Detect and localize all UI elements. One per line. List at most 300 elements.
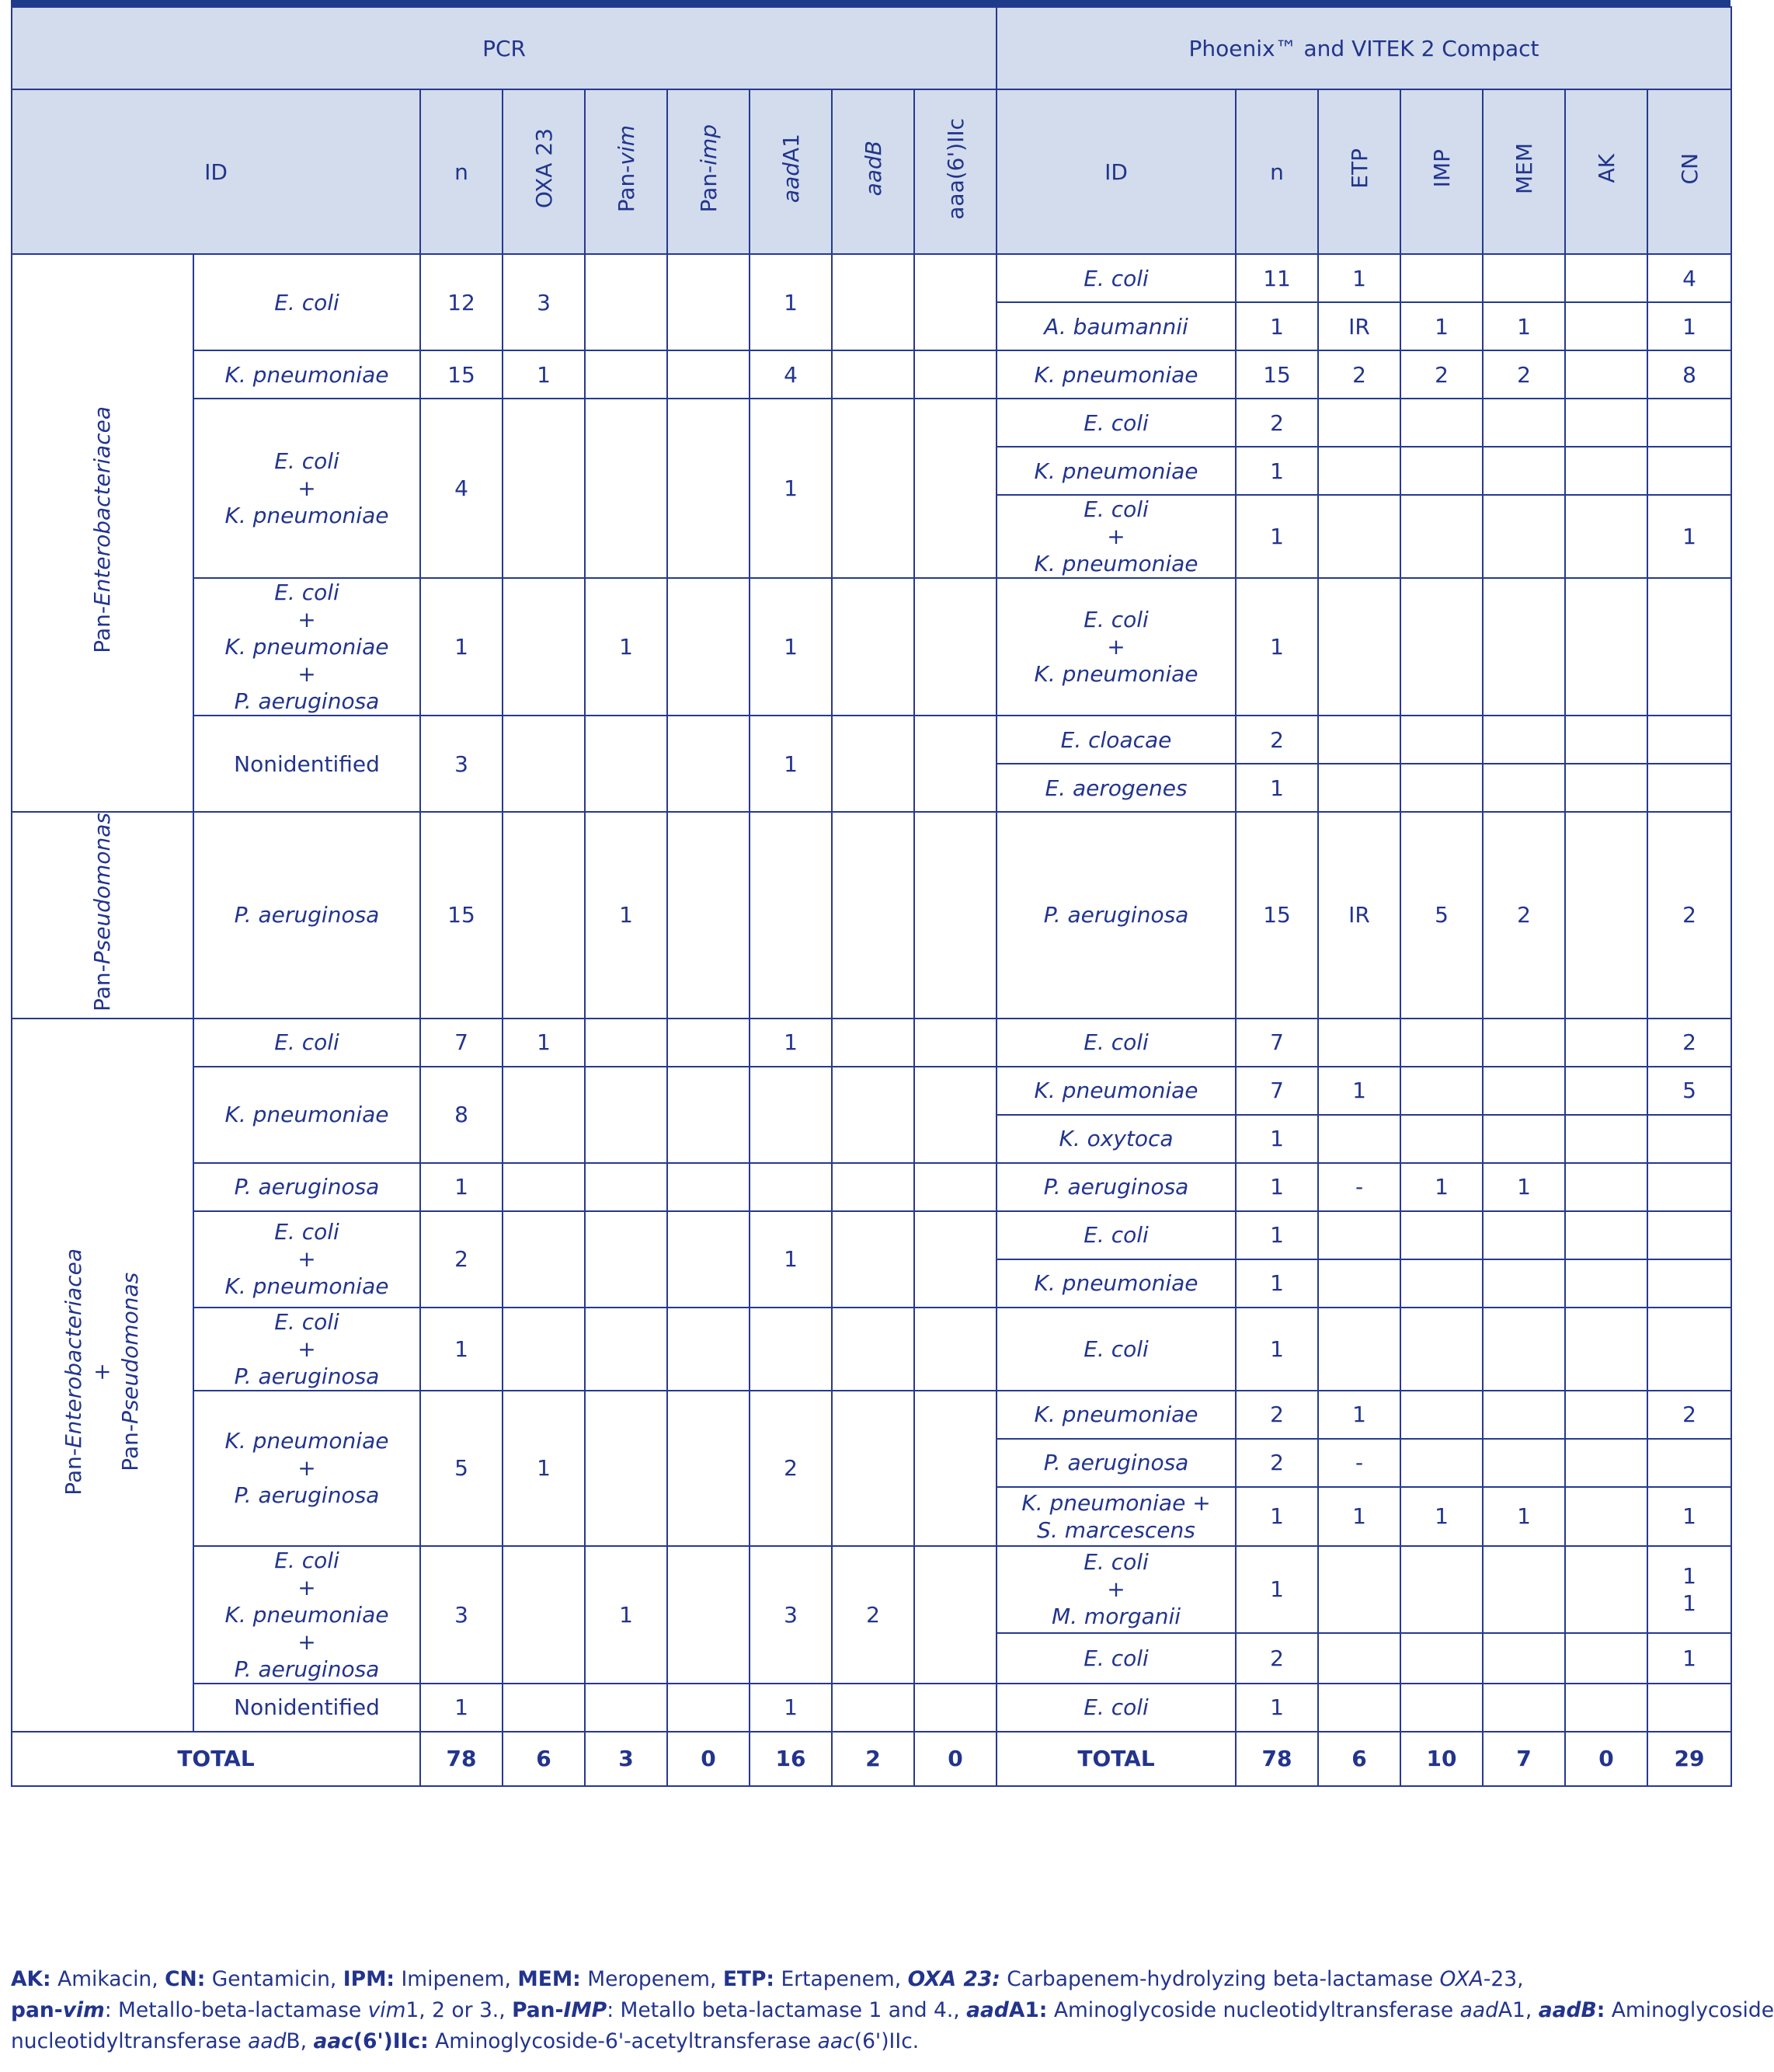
pheno-id-cell bbox=[997, 1115, 1236, 1163]
pheno-mem-cell bbox=[1483, 1308, 1565, 1391]
col-imp: IMP bbox=[1400, 89, 1483, 254]
footnote-gene: aac bbox=[817, 2029, 854, 2053]
pcr-aada1-cell: 1 bbox=[750, 1019, 832, 1067]
pcr-n-cell: 5 bbox=[420, 1391, 503, 1546]
pheno-id-cell bbox=[997, 1067, 1236, 1115]
pcr-pan-vim-cell bbox=[585, 254, 667, 350]
total-mem: 7 bbox=[1483, 1732, 1565, 1786]
pheno-cn-cell bbox=[1647, 1439, 1731, 1487]
pcr-pan-imp-cell bbox=[667, 1546, 750, 1684]
pheno-ak-cell bbox=[1565, 447, 1647, 495]
total-pan-vim: 3 bbox=[585, 1732, 667, 1786]
organism-name: K. pneumoniae bbox=[1034, 1078, 1198, 1104]
organism-name: K. oxytoca bbox=[1059, 1126, 1174, 1152]
pcr-pan-vim-cell: 1 bbox=[585, 1546, 667, 1684]
pheno-id-cell bbox=[997, 764, 1236, 812]
pheno-etp-cell bbox=[1318, 1259, 1400, 1308]
pheno-etp-cell bbox=[1318, 1684, 1400, 1732]
total-oxa23: 6 bbox=[503, 1732, 585, 1786]
pheno-ak-cell bbox=[1565, 1391, 1647, 1439]
organism-name: K. pneumoniae bbox=[224, 1102, 389, 1128]
pcr-aada1-cell: 1 bbox=[750, 578, 832, 716]
total-row bbox=[12, 1732, 1731, 1786]
pheno-mem-cell bbox=[1483, 1391, 1565, 1439]
footnote-text: (6')IIc. bbox=[854, 2029, 920, 2053]
pcr-aada1-cell: 1 bbox=[750, 254, 832, 350]
pheno-cn-cell: 5 bbox=[1647, 1067, 1731, 1115]
footnote-text: Ertapenem, bbox=[774, 1967, 908, 1991]
pheno-etp-cell: 1 bbox=[1318, 1067, 1400, 1115]
organism-name: E. coli bbox=[1084, 1029, 1149, 1056]
organism-name: K. pneumoniae bbox=[224, 1428, 389, 1454]
pheno-n-cell: 1 bbox=[1236, 1487, 1318, 1546]
pcr-pan-imp-cell bbox=[667, 1308, 750, 1391]
pheno-mem-cell bbox=[1483, 1546, 1565, 1633]
organism-name: M. morganii bbox=[1051, 1604, 1181, 1630]
pheno-ak-cell bbox=[1565, 764, 1647, 812]
pheno-mem-cell bbox=[1483, 254, 1565, 302]
group-enterobacteriacea-plus-pseudomonas bbox=[12, 1019, 193, 1732]
footnote-text: -23, bbox=[1483, 1967, 1524, 1991]
pcr-pan-vim-cell bbox=[585, 1019, 667, 1067]
pcr-aada1-cell: 2 bbox=[750, 1391, 832, 1546]
pcr-aaa6iic-cell bbox=[914, 1019, 997, 1067]
col-n: n bbox=[420, 89, 503, 254]
pheno-imp-cell bbox=[1400, 447, 1483, 495]
pcr-aada1-cell bbox=[750, 1163, 832, 1211]
table-row bbox=[12, 1067, 1731, 1115]
table-row bbox=[12, 578, 1731, 716]
organism-name: E. coli bbox=[274, 1308, 339, 1335]
pcr-pan-imp-cell bbox=[667, 1067, 750, 1163]
col-id-pheno: ID bbox=[997, 89, 1236, 254]
plus-sign: + bbox=[297, 1628, 316, 1655]
organism-name: P. aeruginosa bbox=[234, 1174, 380, 1200]
total-aadb: 2 bbox=[832, 1732, 914, 1786]
pheno-cn-cell bbox=[1647, 1308, 1731, 1391]
table-row bbox=[12, 350, 1731, 399]
pcr-n-cell: 1 bbox=[420, 1163, 503, 1211]
pheno-mem-cell bbox=[1483, 764, 1565, 812]
pheno-n-cell: 2 bbox=[1236, 399, 1318, 447]
pheno-cn-cell: 4 bbox=[1647, 254, 1731, 302]
pheno-mem-cell: 1 bbox=[1483, 1163, 1565, 1211]
total-n-pheno: 78 bbox=[1236, 1732, 1318, 1786]
footnote-term: (6')IIc: bbox=[353, 2029, 429, 2053]
pcr-pan-vim-cell bbox=[585, 1684, 667, 1732]
total-imp: 10 bbox=[1400, 1732, 1483, 1786]
pcr-pan-vim-cell: 1 bbox=[585, 812, 667, 1019]
organism-name: P. aeruginosa bbox=[1043, 902, 1189, 928]
pcr-pan-vim-cell bbox=[585, 1163, 667, 1211]
organism-name: E. coli bbox=[1084, 496, 1149, 522]
footnote-text: A1, bbox=[1497, 1998, 1539, 2022]
footnote-text: Aminoglycoside bbox=[1605, 1998, 1774, 2022]
pcr-aada1-cell: 3 bbox=[750, 1546, 832, 1684]
pheno-ak-cell bbox=[1565, 578, 1647, 716]
pheno-id-cell bbox=[997, 812, 1236, 1019]
pcr-oxa23-cell bbox=[503, 716, 585, 812]
pheno-mem-cell bbox=[1483, 716, 1565, 764]
pheno-n-cell: 2 bbox=[1236, 1391, 1318, 1439]
pcr-n-cell: 1 bbox=[420, 1308, 503, 1391]
footnote-term: OXA 23: bbox=[907, 1967, 1000, 1991]
col-aada1: aadA1 bbox=[750, 89, 832, 254]
pcr-pan-vim-cell bbox=[585, 1308, 667, 1391]
footnote-term: aadB bbox=[1538, 1998, 1597, 2022]
pcr-aadb-cell bbox=[832, 1019, 914, 1067]
pcr-aaa6iic-cell bbox=[914, 350, 997, 399]
pcr-id-cell bbox=[193, 1067, 420, 1163]
pheno-n-cell: 1 bbox=[1236, 447, 1318, 495]
top-rule bbox=[11, 0, 1731, 6]
pcr-aada1-cell: 1 bbox=[750, 399, 832, 578]
pcr-n-cell: 4 bbox=[420, 399, 503, 578]
organism-name: K. pneumoniae bbox=[1034, 361, 1198, 388]
total-pan-imp: 0 bbox=[667, 1732, 750, 1786]
pheno-ak-cell bbox=[1565, 1633, 1647, 1684]
pheno-id-cell bbox=[997, 254, 1236, 302]
pheno-etp-cell bbox=[1318, 1019, 1400, 1067]
pcr-id-cell bbox=[193, 254, 420, 350]
footnote-term: CN: bbox=[165, 1967, 206, 1991]
pheno-id-cell bbox=[997, 1391, 1236, 1439]
footnote-text: Imipenem, bbox=[395, 1967, 518, 1991]
organism-name: E. coli bbox=[274, 289, 339, 315]
footnote-text: Aminoglycoside-6'-acetyltransferase bbox=[428, 2029, 818, 2053]
pheno-imp-cell bbox=[1400, 1633, 1483, 1684]
pcr-aada1-cell bbox=[750, 1308, 832, 1391]
pcr-n-cell: 1 bbox=[420, 578, 503, 716]
pheno-mem-cell bbox=[1483, 1684, 1565, 1732]
organism-name: P. aeruginosa bbox=[234, 1363, 380, 1389]
group-prefix: Pan- bbox=[89, 964, 115, 1012]
pcr-aaa6iic-cell bbox=[914, 578, 997, 716]
organism-name: Nonidentified bbox=[234, 1694, 380, 1721]
pheno-id-cell bbox=[997, 399, 1236, 447]
pcr-aada1-cell: 1 bbox=[750, 1684, 832, 1732]
col-aadb: aadB bbox=[832, 89, 914, 254]
organism-name: P. aeruginosa bbox=[1043, 1450, 1189, 1476]
pheno-ak-cell bbox=[1565, 1684, 1647, 1732]
pheno-imp-cell: 1 bbox=[1400, 1487, 1483, 1546]
pheno-imp-cell bbox=[1400, 1684, 1483, 1732]
pheno-etp-cell: 1 bbox=[1318, 1391, 1400, 1439]
pheno-mem-cell bbox=[1483, 1259, 1565, 1308]
pcr-aadb-cell bbox=[832, 399, 914, 578]
pheno-n-cell: 2 bbox=[1236, 1633, 1318, 1684]
pheno-n-cell: 1 bbox=[1236, 495, 1318, 578]
pcr-pan-vim-cell bbox=[585, 1211, 667, 1308]
cn-value: 1 bbox=[1682, 1590, 1696, 1616]
footnote-gene: vim bbox=[367, 1998, 406, 2022]
pheno-id-cell bbox=[997, 495, 1236, 578]
footnote-gene: aad bbox=[1459, 1998, 1498, 2022]
pheno-ak-cell bbox=[1565, 716, 1647, 764]
pheno-cn-cell: 1 bbox=[1647, 1633, 1731, 1684]
group-pan-enterobacteriacea bbox=[12, 254, 193, 812]
pheno-etp-cell bbox=[1318, 716, 1400, 764]
pheno-ak-cell bbox=[1565, 1487, 1647, 1546]
pcr-pan-imp-cell bbox=[667, 578, 750, 716]
pcr-aadb-cell bbox=[832, 812, 914, 1019]
plus-sign: + bbox=[89, 1363, 115, 1381]
pheno-id-cell bbox=[997, 1259, 1236, 1308]
pheno-ak-cell bbox=[1565, 254, 1647, 302]
pcr-pan-imp-cell bbox=[667, 1019, 750, 1067]
pheno-ak-cell bbox=[1565, 302, 1647, 350]
phenotypic-header: Phoenix™ and VITEK 2 Compact bbox=[997, 7, 1731, 89]
plus-sign: + bbox=[297, 607, 316, 632]
pheno-imp-cell bbox=[1400, 578, 1483, 716]
pheno-mem-cell bbox=[1483, 447, 1565, 495]
pheno-etp-cell: 1 bbox=[1318, 254, 1400, 302]
pheno-imp-cell bbox=[1400, 1546, 1483, 1633]
organism-name: E. coli bbox=[1084, 1335, 1149, 1362]
pheno-etp-cell: - bbox=[1318, 1163, 1400, 1211]
pcr-n-cell: 3 bbox=[420, 716, 503, 812]
pheno-imp-cell bbox=[1400, 1019, 1483, 1067]
pheno-ak-cell bbox=[1565, 1439, 1647, 1487]
organism-name: K. pneumoniae bbox=[224, 1601, 389, 1628]
organism-name: E. coli bbox=[1084, 1222, 1149, 1248]
footnote-term: pan- bbox=[11, 1998, 63, 2022]
pcr-aadb-cell bbox=[832, 1391, 914, 1546]
pheno-mem-cell: 1 bbox=[1483, 1487, 1565, 1546]
footnote-text: : Metallo-beta-lactamase bbox=[104, 1998, 368, 2022]
footnote-term: MEM: bbox=[517, 1967, 581, 1991]
pcr-id-cell bbox=[193, 716, 420, 812]
pcr-aaa6iic-cell bbox=[914, 1308, 997, 1391]
footnote-line-2 bbox=[11, 1995, 1774, 2026]
pcr-id-cell bbox=[193, 350, 420, 399]
pheno-imp-cell bbox=[1400, 1067, 1483, 1115]
organism-name: K. pneumoniae bbox=[224, 361, 389, 388]
pheno-etp-cell: - bbox=[1318, 1439, 1400, 1487]
pcr-n-cell: 2 bbox=[420, 1211, 503, 1308]
pheno-cn-cell: 1 bbox=[1647, 302, 1731, 350]
pcr-id-cell bbox=[193, 1163, 420, 1211]
footnote-term: A1: bbox=[1008, 1998, 1048, 2022]
pcr-aadb-cell bbox=[832, 1163, 914, 1211]
table-body bbox=[12, 254, 1731, 1732]
pheno-etp-cell bbox=[1318, 1308, 1400, 1391]
table-row bbox=[12, 1308, 1731, 1391]
pheno-n-cell: 1 bbox=[1236, 302, 1318, 350]
pheno-mem-cell bbox=[1483, 1633, 1565, 1684]
pcr-oxa23-cell bbox=[503, 399, 585, 578]
group-taxon: Pseudomonas bbox=[89, 813, 115, 965]
pcr-aadb-cell bbox=[832, 1211, 914, 1308]
pheno-etp-cell: 2 bbox=[1318, 350, 1400, 399]
organism-name: P. aeruginosa bbox=[1043, 1174, 1189, 1200]
col-pan-vim: Pan-vim bbox=[585, 89, 667, 254]
organism-name: E. coli bbox=[1084, 1549, 1149, 1576]
pheno-id-cell bbox=[997, 1439, 1236, 1487]
footnote-term: ETP: bbox=[722, 1967, 775, 1991]
pcr-aadb-cell bbox=[832, 1684, 914, 1732]
pcr-aada1-cell: 1 bbox=[750, 716, 832, 812]
footnote bbox=[11, 1964, 1774, 2057]
pheno-cn-cell bbox=[1647, 764, 1731, 812]
pheno-n-cell: 1 bbox=[1236, 1211, 1318, 1259]
col-aaa6iic: aaa(6')IIc bbox=[914, 89, 997, 254]
organism-name: E. coli bbox=[1084, 409, 1149, 436]
footnote-term: IMP bbox=[563, 1998, 607, 2022]
group-label-line bbox=[117, 1248, 144, 1496]
pcr-n-cell: 15 bbox=[420, 812, 503, 1019]
pheno-ak-cell bbox=[1565, 1308, 1647, 1391]
table-row bbox=[12, 1684, 1731, 1732]
organism-name: E. coli bbox=[1084, 265, 1149, 291]
pcr-n-cell: 15 bbox=[420, 350, 503, 399]
pcr-n-cell: 12 bbox=[420, 254, 503, 350]
col-cn: CN bbox=[1647, 89, 1731, 254]
group-label bbox=[60, 1248, 144, 1496]
footnote-line-1 bbox=[11, 1964, 1720, 1995]
organism-name: E. aerogenes bbox=[1045, 775, 1188, 801]
organism-name: E. coli bbox=[274, 448, 339, 474]
pcr-oxa23-cell: 1 bbox=[503, 1019, 585, 1067]
footnote-term: aad bbox=[966, 1998, 1009, 2022]
organism-name: E. coli bbox=[1084, 1645, 1149, 1671]
pheno-n-cell: 1 bbox=[1236, 1546, 1318, 1633]
col-mem: MEM bbox=[1483, 89, 1565, 254]
organism-name: E. coli bbox=[274, 1029, 339, 1056]
pheno-cn-cell bbox=[1647, 447, 1731, 495]
pheno-imp-cell bbox=[1400, 1391, 1483, 1439]
pheno-ak-cell bbox=[1565, 399, 1647, 447]
pheno-cn-cell: 8 bbox=[1647, 350, 1731, 399]
pheno-n-cell: 1 bbox=[1236, 1115, 1318, 1163]
organism-name: Nonidentified bbox=[234, 750, 380, 777]
pheno-imp-cell bbox=[1400, 1115, 1483, 1163]
organism-name: K. pneumoniae bbox=[1034, 1270, 1198, 1297]
pheno-imp-cell: 1 bbox=[1400, 302, 1483, 350]
pcr-pan-vim-cell bbox=[585, 1067, 667, 1163]
pheno-ak-cell bbox=[1565, 1211, 1647, 1259]
pheno-etp-cell bbox=[1318, 1115, 1400, 1163]
pheno-cn-cell bbox=[1647, 399, 1731, 447]
col-etp: ETP bbox=[1318, 89, 1400, 254]
pcr-oxa23-cell bbox=[503, 1684, 585, 1732]
table-row bbox=[12, 1546, 1731, 1633]
footnote-text: Carbapenem-hydrolyzing beta-lactamase bbox=[1000, 1967, 1440, 1991]
results-table bbox=[11, 6, 1732, 1787]
pcr-aaa6iic-cell bbox=[914, 1163, 997, 1211]
plus-sign: + bbox=[297, 661, 316, 687]
pcr-aada1-cell: 1 bbox=[750, 1211, 832, 1308]
pcr-aadb-cell bbox=[832, 578, 914, 716]
pheno-n-cell: 1 bbox=[1236, 1259, 1318, 1308]
pcr-id-cell bbox=[193, 1546, 420, 1684]
footnote-text: Meropenem, bbox=[580, 1967, 723, 1991]
pheno-id-cell bbox=[997, 1546, 1236, 1633]
pcr-id-cell bbox=[193, 1391, 420, 1546]
pheno-imp-cell bbox=[1400, 254, 1483, 302]
total-aada1: 16 bbox=[750, 1732, 832, 1786]
pheno-n-cell: 2 bbox=[1236, 1439, 1318, 1487]
pheno-ak-cell bbox=[1565, 1259, 1647, 1308]
pheno-cn-cell bbox=[1647, 1163, 1731, 1211]
pcr-oxa23-cell: 3 bbox=[503, 254, 585, 350]
footnote-text: Gentamicin, bbox=[205, 1967, 343, 1991]
pheno-ak-cell bbox=[1565, 1546, 1647, 1633]
pcr-aadb-cell bbox=[832, 254, 914, 350]
pheno-n-cell: 1 bbox=[1236, 1308, 1318, 1391]
pheno-cn-cell bbox=[1647, 1546, 1731, 1633]
pcr-id-cell bbox=[193, 1684, 420, 1732]
pcr-aaa6iic-cell bbox=[914, 254, 997, 350]
pcr-oxa23-cell bbox=[503, 812, 585, 1019]
table-header-top bbox=[12, 7, 1731, 89]
pcr-aaa6iic-cell bbox=[914, 1211, 997, 1308]
group-taxon: Enterobacteriacea bbox=[61, 1248, 87, 1449]
pheno-id-cell bbox=[997, 1684, 1236, 1732]
pheno-etp-cell bbox=[1318, 495, 1400, 578]
table-row bbox=[12, 399, 1731, 447]
pheno-n-cell: 11 bbox=[1236, 254, 1318, 302]
pcr-pan-imp-cell bbox=[667, 1391, 750, 1546]
pcr-pan-imp-cell bbox=[667, 1211, 750, 1308]
pheno-id-cell bbox=[997, 578, 1236, 716]
organism-name: E. coli bbox=[1084, 1694, 1149, 1721]
pheno-mem-cell: 2 bbox=[1483, 350, 1565, 399]
pheno-id-cell bbox=[997, 1019, 1236, 1067]
organism-name: E. coli bbox=[274, 580, 339, 605]
pcr-pan-imp-cell bbox=[667, 350, 750, 399]
col-id: ID bbox=[12, 89, 420, 254]
pcr-n-cell: 8 bbox=[420, 1067, 503, 1163]
pheno-etp-cell: IR bbox=[1318, 302, 1400, 350]
pheno-id-cell bbox=[997, 1487, 1236, 1546]
pcr-id-cell bbox=[193, 1308, 420, 1391]
pheno-id-cell bbox=[997, 1308, 1236, 1391]
plus-sign: + bbox=[297, 1335, 316, 1362]
footnote-gene: aad bbox=[248, 2029, 287, 2053]
group-taxon: Enterobacteriacea bbox=[89, 406, 115, 607]
pheno-imp-cell bbox=[1400, 1439, 1483, 1487]
pcr-pan-vim-cell bbox=[585, 716, 667, 812]
pheno-cn-cell: 1 bbox=[1647, 495, 1731, 578]
pcr-oxa23-cell bbox=[503, 1211, 585, 1308]
pheno-etp-cell: IR bbox=[1318, 812, 1400, 1019]
pheno-ak-cell bbox=[1565, 812, 1647, 1019]
group-prefix: Pan- bbox=[89, 606, 115, 653]
pcr-oxa23-cell: 1 bbox=[503, 350, 585, 399]
pcr-pan-vim-cell bbox=[585, 1391, 667, 1546]
pheno-ak-cell bbox=[1565, 1019, 1647, 1067]
table-row bbox=[12, 812, 1731, 1019]
footnote-text: nucleotidyltransferase bbox=[11, 2029, 249, 2053]
footnote-term: vim bbox=[62, 1998, 105, 2022]
pcr-aaa6iic-cell bbox=[914, 716, 997, 812]
pheno-imp-cell bbox=[1400, 1211, 1483, 1259]
organism-name: P. aeruginosa bbox=[234, 1482, 380, 1509]
pcr-pan-imp-cell bbox=[667, 716, 750, 812]
group-pan-pseudomonas bbox=[12, 812, 193, 1019]
pcr-header: PCR bbox=[12, 7, 997, 89]
pcr-pan-imp-cell bbox=[667, 1684, 750, 1732]
footnote-text: Aminoglycoside nucleotidyltransferase bbox=[1047, 1998, 1460, 2022]
pcr-aada1-cell: 4 bbox=[750, 350, 832, 399]
table-row bbox=[12, 1211, 1731, 1259]
pcr-oxa23-cell bbox=[503, 1163, 585, 1211]
pheno-cn-cell bbox=[1647, 1259, 1731, 1308]
pheno-id-cell bbox=[997, 447, 1236, 495]
footnote-line-3 bbox=[11, 2026, 1720, 2057]
organism-name: P. aeruginosa bbox=[234, 1656, 380, 1682]
